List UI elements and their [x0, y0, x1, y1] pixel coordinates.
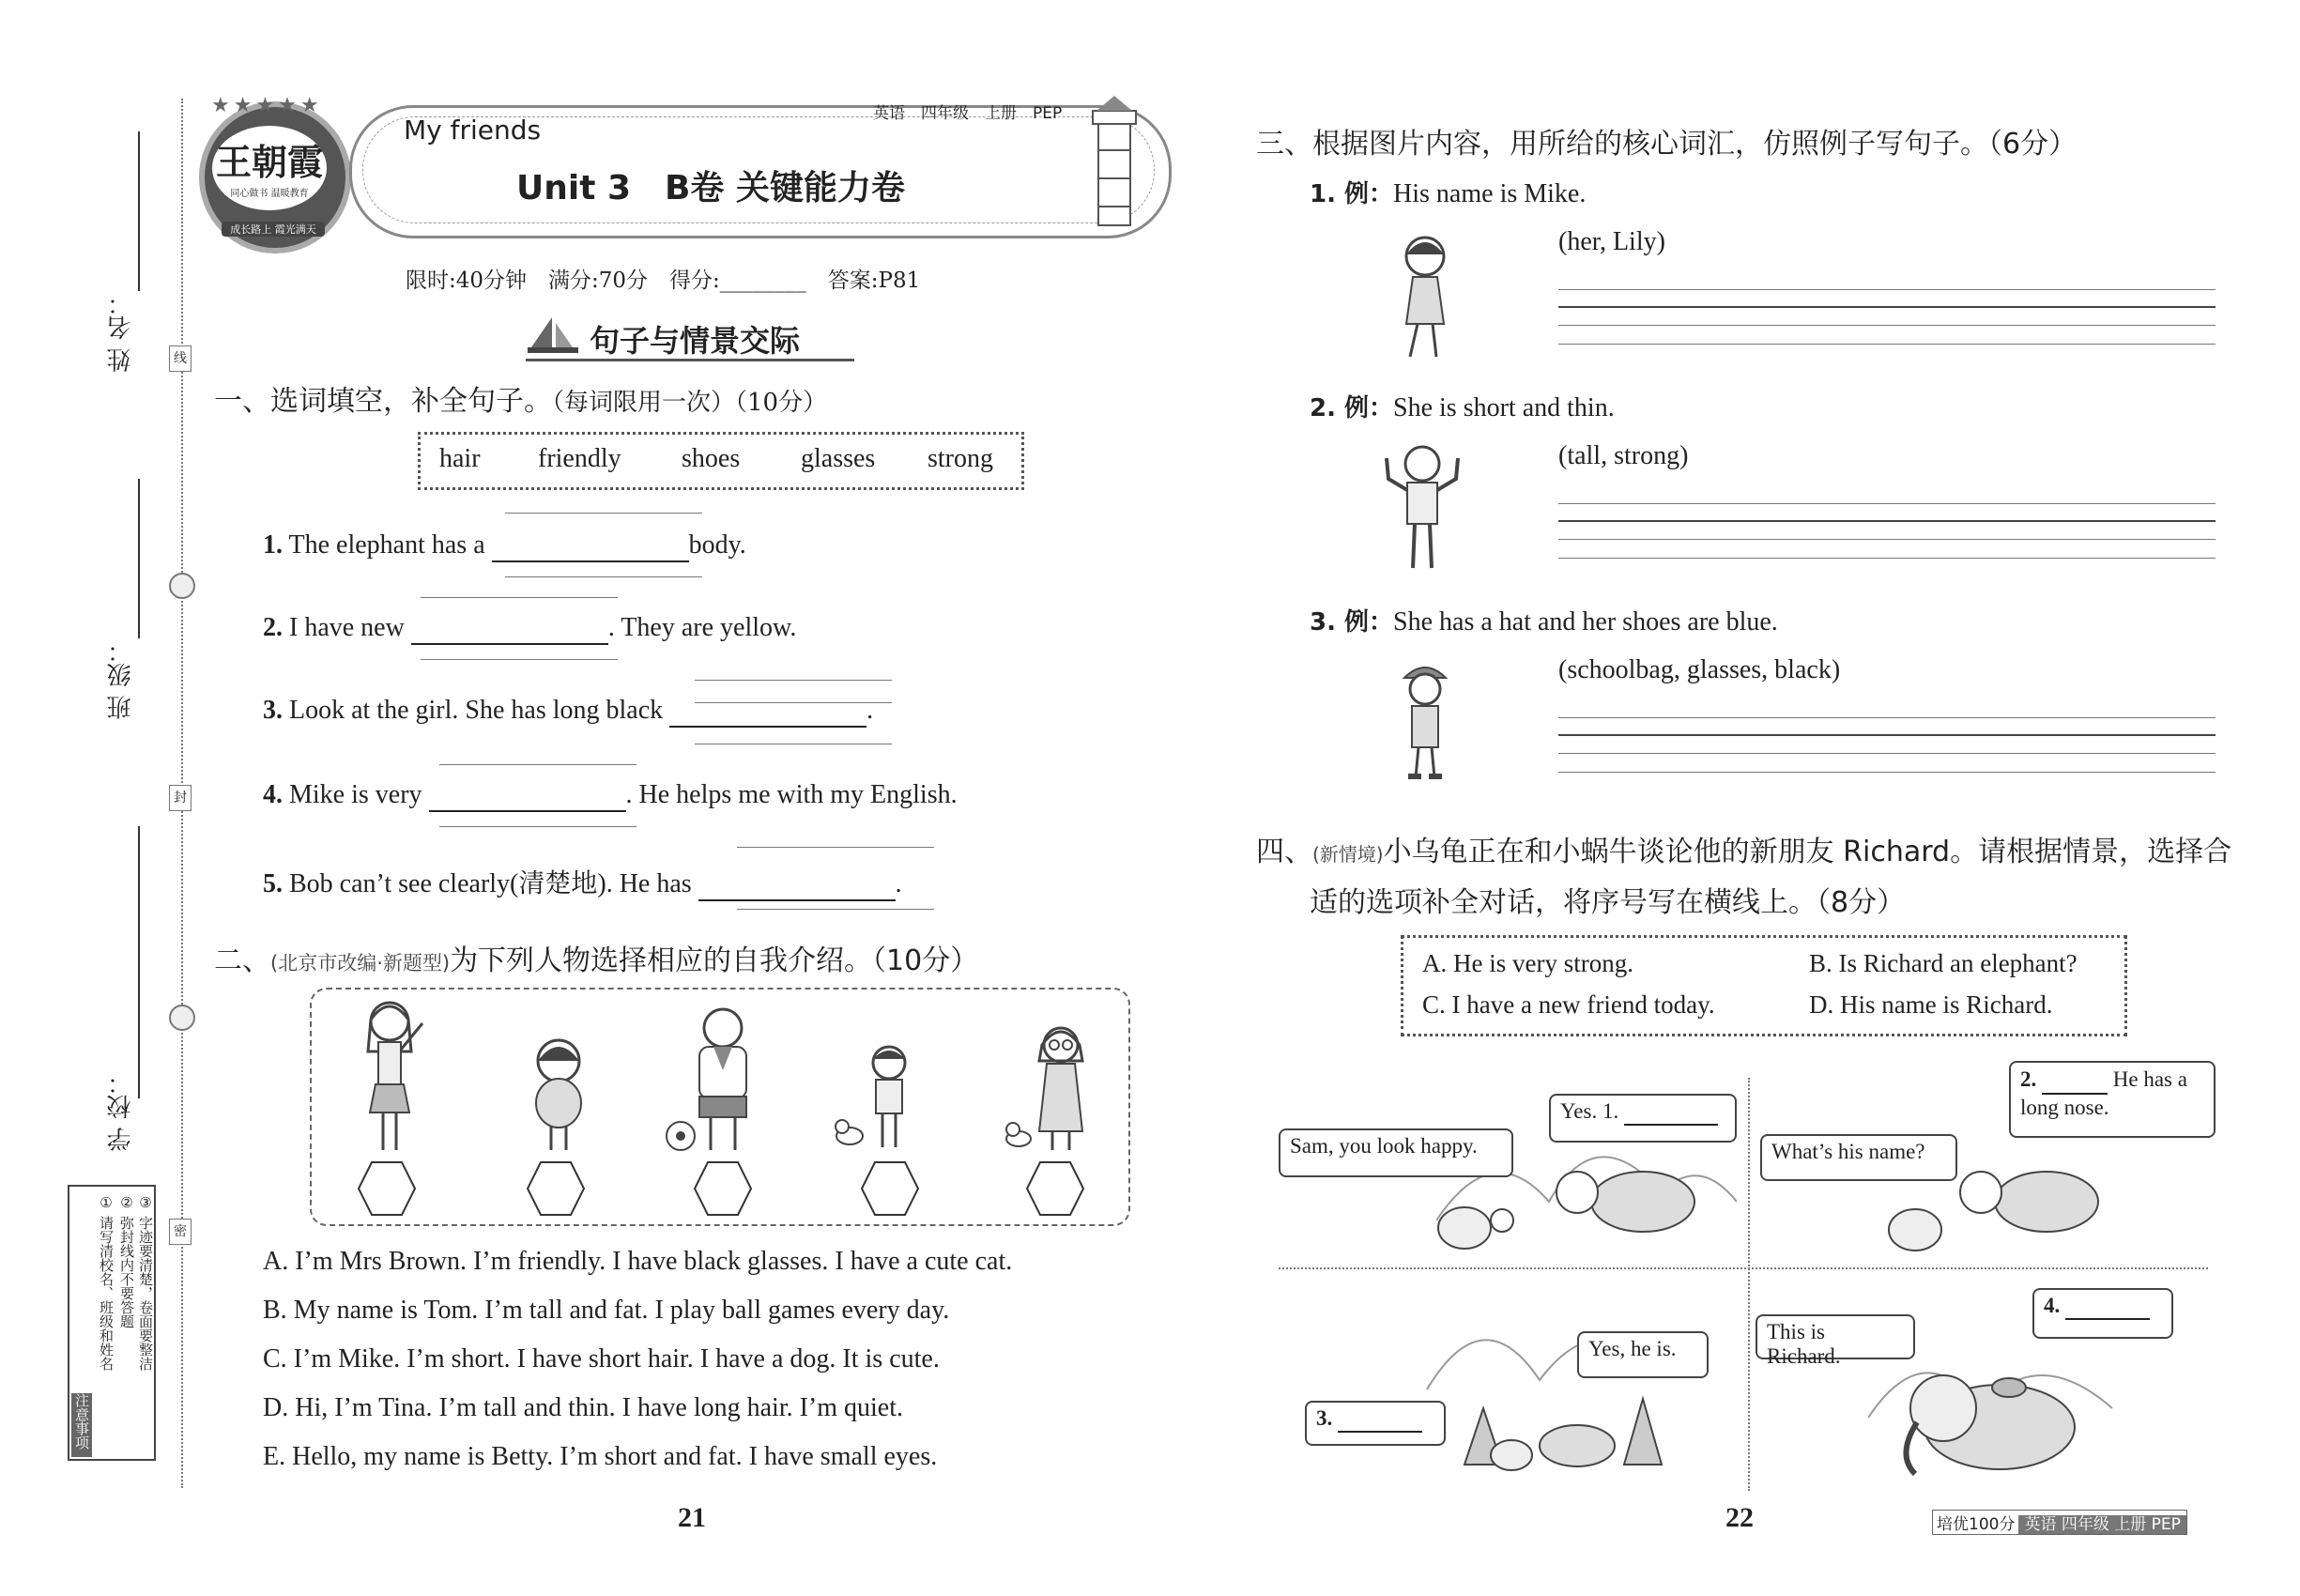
section-banner-underline — [526, 359, 854, 361]
question-number: 3. — [263, 696, 283, 725]
guide-line — [695, 680, 892, 681]
name-label: 姓 名： — [107, 291, 135, 373]
answer-blank[interactable] — [2042, 1067, 2108, 1095]
strong-boy-figure — [1375, 441, 1469, 573]
fill-question — [263, 530, 746, 562]
question-text: Look at the girl. She has long black — [289, 696, 664, 725]
boy-short-with-dog-figure — [831, 1042, 925, 1155]
section1-note: （每词限用一次）（10分） — [552, 389, 828, 417]
section3-title: 三、根据图片内容，用所给的核心词汇，仿照例子写句子。（6分） — [1256, 128, 2078, 161]
speech-bubble-turtle: This is Richard. — [1756, 1314, 1915, 1359]
answer-hexagon[interactable] — [1025, 1160, 1085, 1217]
stars-icon: ★★★★★ — [211, 94, 323, 117]
word-hint: (tall, strong) — [1558, 441, 1689, 470]
example-sentence — [1310, 603, 1778, 637]
notes-title: 注意事项 — [71, 1393, 92, 1457]
answer-hexagon[interactable] — [860, 1160, 920, 1217]
comic-divider-vertical — [1748, 1078, 1750, 1491]
bubble-number: 2. — [2020, 1067, 2037, 1091]
question-number: 2. — [263, 613, 283, 642]
intro-option: A. I’m Mrs Brown. I’m friendly. I have black glasses. I have a cute cat. — [263, 1247, 1013, 1276]
answer-hexagon[interactable] — [693, 1160, 753, 1217]
comic-divider-horizontal — [1279, 1267, 2208, 1269]
intro-option: B. My name is Tom. I’m tall and fat. I play ball games every day. — [263, 1296, 950, 1325]
girl-tall-thin-figure — [347, 995, 451, 1155]
dialogue-option: B. Is Richard an elephant? — [1809, 949, 2078, 977]
answer-blank[interactable] — [1338, 1406, 1422, 1433]
guide-line — [737, 847, 934, 848]
question-text: The elephant has a — [288, 530, 485, 560]
section2-tag: (北京市改编·新题型) — [270, 952, 451, 974]
dialogue-option: D. His name is Richard. — [1809, 990, 2053, 1019]
section4-tag: (新情境) — [1312, 843, 1384, 866]
answer-blank[interactable] — [698, 869, 896, 901]
section4-title-line2: 适的选项补全对话，将序号写在横线上。（8分） — [1310, 886, 1906, 919]
writing-line[interactable] — [1558, 306, 2216, 308]
dialogue-option: A. He is very strong. — [1422, 949, 1633, 977]
speech-bubble-turtle — [2009, 1061, 2216, 1138]
page-number-left: 21 — [678, 1502, 706, 1533]
speech-bubble-turtle: Yes, he is. — [1577, 1331, 1709, 1378]
school-label: 学 校： — [107, 1070, 135, 1152]
writing-guide-line — [1558, 539, 2216, 540]
page-number-right: 22 — [1725, 1502, 1754, 1533]
writing-guide-line — [1558, 772, 2216, 773]
unit-subtitle: My friends — [404, 115, 542, 146]
brand-sub: 同心做书 温暖教育 — [230, 189, 309, 199]
girl-with-hat-figure — [1388, 657, 1463, 784]
notes-box — [68, 1185, 156, 1461]
writing-guide-line — [1558, 753, 2216, 754]
bubble-text: Yes. 1. — [1560, 1099, 1619, 1123]
example-label: 2. 例： — [1310, 394, 1394, 422]
school-write-line[interactable] — [138, 826, 140, 1098]
writing-line[interactable] — [1558, 734, 2216, 736]
example-sentence — [1310, 175, 1586, 209]
note-item: ③ 字迹要清楚，卷面要整洁 — [137, 1194, 154, 1371]
word-bank-item: hair — [439, 444, 481, 473]
example-label: 1. 例： — [1310, 180, 1394, 208]
dialogue-option: C. I have a new friend today. — [1422, 990, 1715, 1019]
section4-title-line1: 小乌龟正在和小蜗牛谈论他的新朋友 Richard。请根据情景，选择合 — [1383, 836, 2232, 868]
example-sentence — [1310, 389, 1615, 423]
fill-question — [263, 780, 958, 812]
question-text: . They are yellow. — [607, 613, 797, 642]
writing-guide-line — [1558, 344, 2216, 345]
name-write-line[interactable] — [138, 131, 140, 291]
guide-line — [505, 513, 702, 514]
guide-line — [421, 659, 618, 660]
word-bank-item: glasses — [801, 444, 876, 473]
word-bank-item: friendly — [538, 444, 621, 473]
word-hint: (schoolbag, glasses, black) — [1558, 655, 1841, 684]
question-text: . — [866, 696, 874, 725]
subject-meta: 英语 四年级 上册 PEP — [873, 104, 1063, 123]
class-write-line[interactable] — [138, 479, 140, 638]
note-item: ① 请写清校名、班级和姓名 — [98, 1194, 115, 1371]
binding-hole-icon — [169, 1005, 195, 1031]
speech-bubble-snail: What’s his name? — [1760, 1134, 1957, 1181]
exam-info: 限时:40分钟 满分:70分 得分:________ 答案:P81 — [406, 269, 921, 293]
writing-guide-line — [1558, 503, 2216, 504]
example-text: His name is Mike. — [1393, 179, 1587, 208]
question-number: 1. — [263, 530, 283, 560]
speech-bubble-snail: Sam, you look happy. — [1279, 1128, 1513, 1177]
bubble-text: He has a long nose. — [2020, 1067, 2187, 1119]
example-text: She is short and thin. — [1393, 393, 1615, 422]
intro-option: D. Hi, I’m Tina. I’m tall and thin. I have long hair. I’m quiet. — [263, 1393, 904, 1422]
answer-hexagon[interactable] — [526, 1160, 586, 1217]
question-text: . — [895, 869, 902, 898]
guide-line — [737, 909, 934, 910]
brand-name: 王朝霞 — [215, 142, 323, 183]
answer-blank[interactable] — [429, 780, 626, 812]
lighthouse-icon — [1080, 94, 1164, 235]
section4-prefix: 四、 — [1256, 836, 1312, 868]
section-banner-title: 句子与情景交际 — [590, 323, 801, 359]
example-text: She has a hat and her shoes are blue. — [1393, 607, 1778, 637]
intro-option: C. I’m Mike. I’m short. I have short hair. I have a dog. It is cute. — [263, 1344, 940, 1373]
dialogue-options-box — [1401, 935, 2127, 1036]
word-hint: (her, Lily) — [1558, 227, 1665, 256]
question-number: 4. — [263, 780, 283, 809]
question-text: I have new — [289, 613, 405, 642]
note-item: ② 弥封线内不要答题 — [118, 1194, 135, 1328]
section1-title: 一、选词填空，补全句子。 — [214, 385, 552, 418]
sailboat-icon — [526, 315, 582, 357]
writing-line[interactable] — [1558, 520, 2216, 522]
answer-blank[interactable] — [411, 613, 608, 645]
brand-slogan: 成长路上 霞光满天 — [222, 222, 325, 237]
answer-blank[interactable] — [492, 530, 689, 562]
answer-hexagon[interactable] — [357, 1160, 417, 1217]
question-text: Mike is very — [289, 780, 422, 809]
word-bank — [418, 432, 1024, 490]
writing-guide-line — [1558, 289, 2216, 290]
footer-badge-box — [1932, 1510, 2187, 1535]
word-bank-item: strong — [928, 444, 993, 473]
writing-guide-line — [1558, 717, 2216, 718]
question-text: body. — [688, 530, 746, 560]
girl-short-fat-figure — [521, 1033, 596, 1155]
guide-line — [439, 826, 636, 827]
fill-question — [263, 696, 873, 728]
fill-question — [263, 613, 796, 645]
footer-meta: 英语 四年级 上册 PEP — [2018, 1515, 2185, 1534]
footer-badge: 培优100分 — [1937, 1515, 2016, 1534]
binding-hole-icon — [169, 573, 195, 599]
answer-blank[interactable] — [1624, 1099, 1718, 1126]
intro-option: E. Hello, my name is Betty. I’m short and fat. I have small eyes. — [263, 1442, 938, 1471]
section2-title: 为下列人物选择相应的自我介绍。（10分） — [450, 944, 979, 977]
example-label: 3. 例： — [1310, 608, 1394, 637]
class-label: 班 级： — [107, 638, 135, 720]
question-text: . He helps me with my English. — [625, 780, 958, 809]
bubble-number: 4. — [2044, 1294, 2061, 1317]
tag-secret: 密 — [169, 1219, 192, 1245]
tag-seal: 封 — [169, 785, 192, 811]
section2-prefix: 二、 — [214, 944, 270, 977]
boy-tall-fat-figure — [662, 1005, 784, 1155]
writing-guide-line — [1558, 325, 2216, 326]
word-bank-item: shoes — [682, 444, 741, 473]
answer-blank[interactable] — [669, 696, 866, 728]
speech-bubble-snail — [1305, 1401, 1446, 1446]
brand-logo-inner — [212, 126, 327, 210]
speech-bubble-snail — [2032, 1288, 2173, 1339]
girl-lily-figure — [1389, 230, 1464, 361]
guide-line — [505, 576, 702, 577]
answer-blank[interactable] — [2065, 1294, 2150, 1320]
writing-guide-line — [1558, 558, 2216, 559]
mrs-brown-with-cat-figure — [1000, 1019, 1103, 1155]
guide-line — [439, 764, 636, 765]
question-number: 5. — [263, 869, 283, 898]
tag-line: 线 — [169, 345, 192, 372]
guide-line — [421, 597, 618, 598]
page-title: Unit 3 B卷 关键能力卷 — [516, 169, 905, 207]
bubble-number: 3. — [1316, 1406, 1333, 1430]
question-text: Bob can’t see clearly(清楚地). He has — [289, 869, 692, 898]
fill-question — [263, 863, 902, 901]
speech-bubble-turtle — [1549, 1094, 1737, 1143]
